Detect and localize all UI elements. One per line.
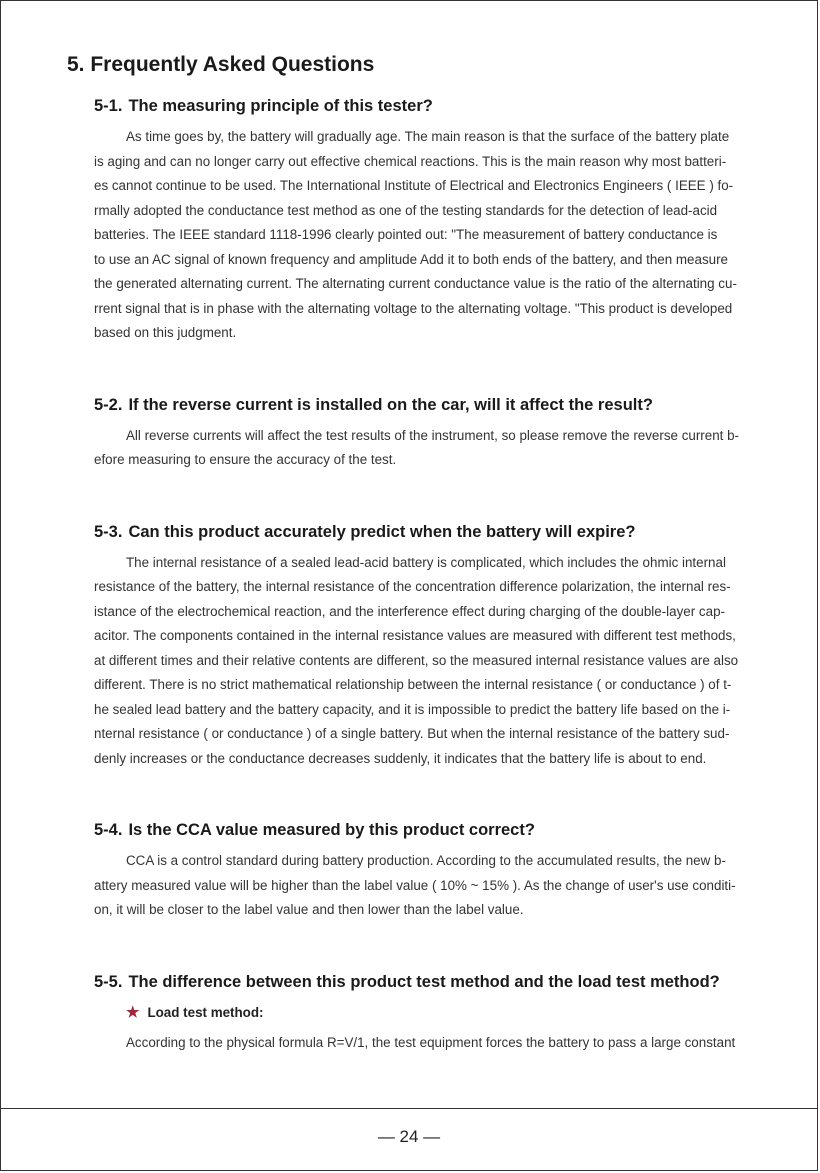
text-line: to use an AC signal of known frequency and amplitude Add it to both ends of the battery, and then measure <box>94 251 728 267</box>
text-line: The internal resistance of a sealed lead-acid battery is complicated, which includes the ohmic internal <box>126 554 726 570</box>
text-line: at different times and their relative contents are different, so the measured internal resistance values are also <box>94 652 739 668</box>
page-title: 5. Frequently Asked Questions <box>67 53 375 76</box>
question-text: The difference between this product test method and the load test method? <box>128 972 720 991</box>
star-icon: ★ <box>126 1003 140 1021</box>
text-line: rrent signal that is in phase with the alternating voltage to the alternating voltage. "This product is developed <box>94 300 733 316</box>
text-line: the generated alternating current. The alternating current conductance value is the ratio of the alternating cu- <box>94 276 737 291</box>
answer-paragraph <box>94 551 769 772</box>
question-heading <box>94 392 769 418</box>
answer-paragraph <box>94 1031 769 1056</box>
text-line: According to the physical formula R=V/1, the test equipment forces the battery to pass a large constant <box>126 1034 736 1050</box>
footer-divider <box>1 1108 817 1109</box>
answer-paragraph <box>94 424 769 473</box>
question-number: 5-1. <box>94 97 123 115</box>
text-line: on, it will be closer to the label value and then lower than the label value. <box>94 902 524 917</box>
question-number: 5-4. <box>94 821 123 839</box>
text-line: All reverse currents will affect the test results of the instrument, so please remove the reverse current b- <box>126 427 740 443</box>
question-number: 5-3. <box>94 522 123 541</box>
subheading <box>126 1001 769 1025</box>
answer-paragraph <box>94 125 769 346</box>
text-line: attery measured value will be higher than the label value ( 10% ~ 15% ). As the change of user's use conditi- <box>94 877 736 893</box>
text-line: is aging and can no longer carry out effective chemical reactions. This is the main reason why most batteri- <box>94 153 727 169</box>
text-line: efore measuring to ensure the accuracy of the test. <box>94 452 397 467</box>
faq-section-5-1 <box>94 93 769 346</box>
text-line: batteries. The IEEE standard 1118-1996 clearly pointed out: "The measurement of battery conductance is <box>94 227 718 242</box>
faq-section-5-5 <box>94 969 769 1056</box>
question-text: The measuring principle of this tester? <box>128 97 433 115</box>
text-line: nternal resistance ( or conductance ) of a single battery. But when the internal resistance of the battery sud- <box>94 726 730 741</box>
question-number: 5-5. <box>94 972 123 991</box>
question-heading <box>94 969 769 995</box>
text-line: based on this judgment. <box>94 325 237 340</box>
question-heading <box>94 817 769 843</box>
text-line: he sealed lead battery and the battery capacity, and it is impossible to predict the battery life based on the i- <box>94 701 731 717</box>
text-line: different. There is no strict mathematical relationship between the internal resistance ( or conductance ) of t- <box>94 677 732 692</box>
page-content <box>67 49 769 1055</box>
question-heading <box>94 519 769 545</box>
question-heading <box>94 93 769 119</box>
question-number: 5-2. <box>94 395 123 414</box>
page-number: — 24 — <box>377 1127 441 1146</box>
faq-section-5-4 <box>94 817 769 923</box>
text-line: As time goes by, the battery will gradually age. The main reason is that the surface of the battery plate <box>126 129 730 144</box>
faq-section-5-2 <box>94 392 769 473</box>
faq-section-5-3 <box>94 519 769 772</box>
text-line: acitor. The components contained in the internal resistance values are measured with different test methods, <box>94 628 736 643</box>
text-line: rmally adopted the conductance test method as one of the testing standards for the detection of lead-acid <box>94 202 718 218</box>
text-line: denly increases or the conductance decreases suddenly, it indicates that the battery life is about to end. <box>94 750 707 766</box>
question-text: If the reverse current is installed on the car, will it affect the result? <box>128 395 653 414</box>
text-line: resistance of the battery, the internal resistance of the concentration difference polarization, the internal res- <box>94 579 731 594</box>
text-line: es cannot continue to be used. The International Institute of Electrical and Electronics Engineers ( IEEE ) fo- <box>94 178 734 193</box>
subheading-text: Load test method: <box>147 1004 264 1020</box>
question-text: Is the CCA value measured by this product correct? <box>128 821 535 839</box>
text-line: istance of the electrochemical reaction, and the interference effect during charging of the double-layer cap- <box>94 603 725 619</box>
answer-paragraph <box>94 849 769 923</box>
question-text: Can this product accurately predict when the battery will expire? <box>128 522 636 541</box>
text-line: CCA is a control standard during battery production. According to the accumulated results, the new b- <box>126 853 726 868</box>
